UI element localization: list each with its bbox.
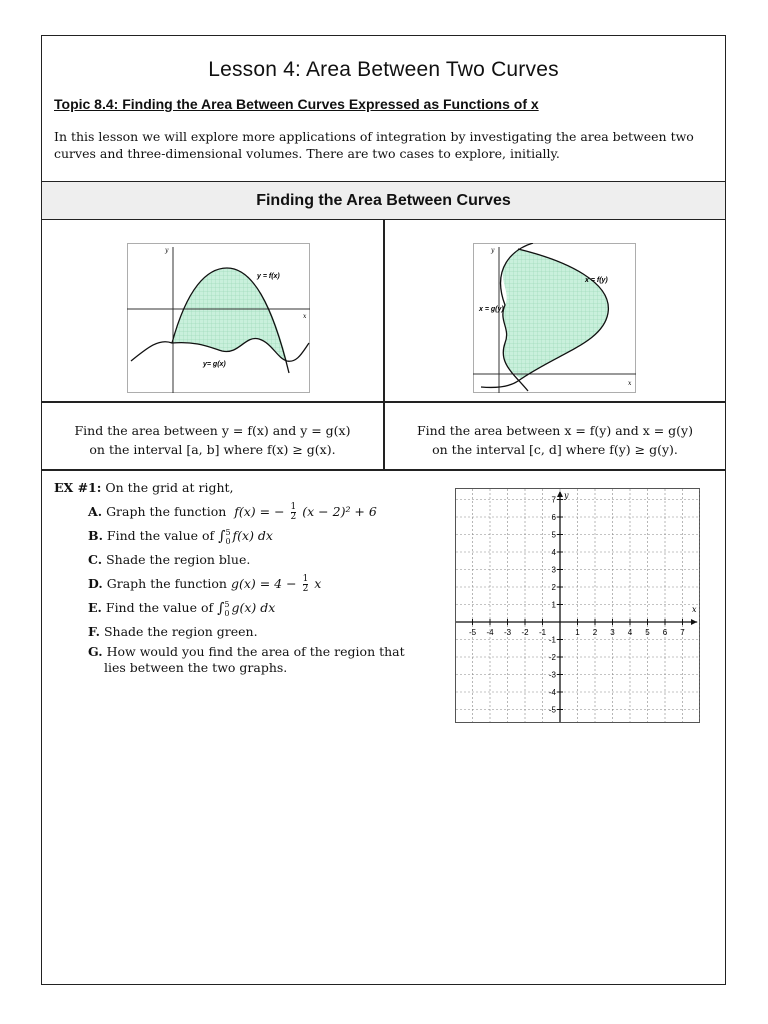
caption-left: Find the area between y = f(x) and y = g(x) on the interval [a, b] where f(x) ≥ g(x).	[74, 423, 351, 457]
example-items	[88, 502, 405, 677]
y-tick-label: -2	[548, 653, 556, 662]
graph-y-equals-fx	[127, 243, 310, 393]
y-tick-label: 6	[551, 513, 556, 522]
example-heading: EX #1: On the grid at right,	[54, 480, 234, 495]
f-label: y = f(x)	[257, 273, 280, 280]
list-item: B. Find the value of ∫ 5 0 f(x) dx	[88, 527, 273, 546]
list-item: G. How would you find the area of the region that	[88, 644, 405, 659]
x-axis-label: x	[303, 313, 307, 320]
y-axis-label: y	[564, 491, 569, 500]
x-axis-label: x	[692, 605, 697, 614]
y-tick-label: -5	[548, 705, 556, 715]
topic-heading: Topic 8.4: Finding the Area Between Curves Expressed as Functions of x	[54, 96, 539, 112]
y-tick-label: 2	[551, 583, 556, 592]
list-item: D. Graph the function g(x) = 4 − $\frac{1}{2}$ x	[88, 574, 322, 594]
list-item-continuation: lies between the two graphs.	[104, 660, 288, 675]
y-tick-label: -4	[548, 688, 556, 697]
graph-x-equals-fy	[473, 243, 636, 393]
y-axis-label: y	[491, 247, 495, 254]
x-tick-label: 3	[610, 628, 615, 637]
list-item: C. Shade the region blue.	[88, 552, 251, 567]
x-axis-label: x	[628, 380, 632, 387]
y-tick-label: -1	[548, 635, 556, 645]
worksheet-frame	[41, 35, 726, 985]
list-item: F. Shade the region green.	[88, 624, 258, 639]
caption-right: Find the area between x = f(y) and x = g(y) on the interval [c, d] where f(y) ≥ g(y).	[417, 423, 693, 457]
g-label: x = g(y)	[479, 306, 504, 313]
y-tick-label: 5	[551, 530, 556, 540]
y-tick-label: 4	[551, 548, 556, 557]
fraction: $\frac{1}{2}$	[290, 502, 297, 522]
x-tick-label: 6	[662, 628, 668, 637]
x-tick-label: 4	[627, 628, 633, 637]
fraction: $\frac{1}{2}$	[302, 574, 309, 594]
x-tick-label: -3	[503, 628, 512, 637]
x-tick-label: 2	[592, 628, 598, 637]
list-item: E. Find the value of ∫ 5 0 g(x) dx	[88, 599, 276, 618]
y-tick-label: 1	[551, 600, 556, 610]
y-tick-label: 7	[551, 495, 556, 505]
integral-sign-icon: ∫	[217, 600, 225, 617]
row-divider	[42, 469, 725, 471]
integral-sign-icon: ∫	[218, 528, 226, 545]
x-tick-label: -5	[468, 628, 477, 637]
coordinate-grid[interactable]	[455, 488, 700, 723]
x-tick-label: -4	[486, 628, 494, 637]
x-tick-label: -1	[538, 628, 547, 637]
banner-title: Finding the Area Between Curves	[256, 191, 511, 209]
x-tick-label: -2	[521, 628, 529, 637]
g-label: y= g(x)	[203, 361, 226, 368]
list-item: A. Graph the function f(x) = − $\frac{1}{2}$ (x − 2)² + 6	[88, 502, 377, 522]
y-axis-label: y	[165, 247, 169, 254]
y-tick-label: 3	[551, 565, 556, 575]
section-banner	[42, 181, 725, 220]
f-label: x = f(y)	[585, 277, 608, 284]
row-divider	[42, 401, 725, 403]
x-tick-label: 1	[575, 628, 580, 637]
y-tick-label: -3	[548, 670, 556, 680]
x-tick-label: 5	[645, 628, 650, 637]
intro-paragraph: In this lesson we will explore more applications of integration by investigating the area between two curves and three-dimensional volumes. There are two cases to explore, initially.	[54, 129, 694, 161]
x-tick-label: 7	[680, 628, 685, 637]
lesson-title: Lesson 4: Area Between Two Curves	[208, 58, 559, 81]
